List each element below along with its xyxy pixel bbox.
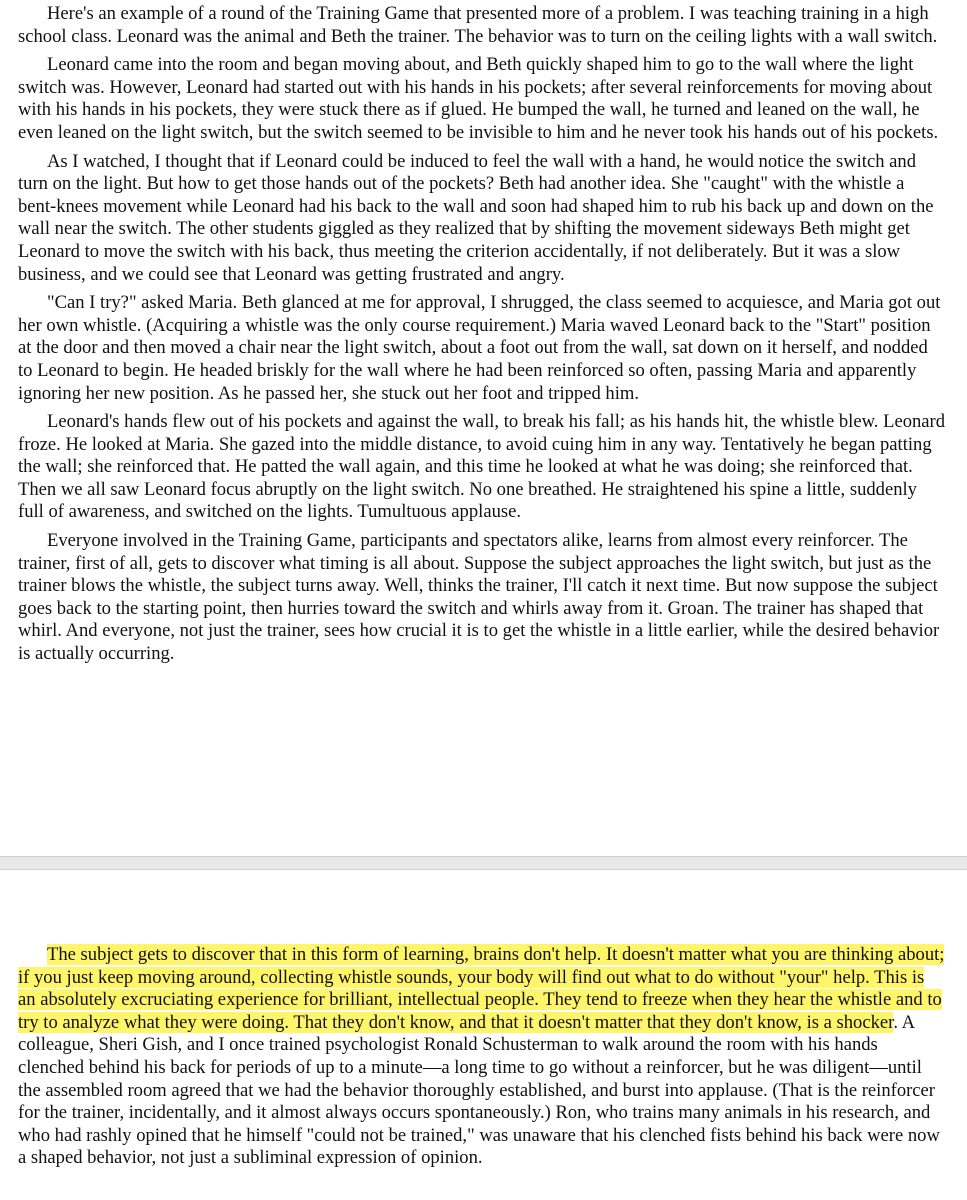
paragraph-6: Everyone involved in the Training Game, participants and spectators alike, learns from almost every reinforcer. The trainer, first of all, gets to discover what timing is all about. Suppose the subject approaches the light switch, but just as the trainer blows the whistle, the subject turns away. Well, thinks the trainer, I'll catch it next time. But now suppose the subject goes back to the starting point, then hurries toward the switch and whirls away from it. Groan. The trainer has shaped that whirl. And everyone, not just the trainer, sees how crucial it is to get the whistle in a little earlier, while the desired behavior is actually occurring.	[18, 530, 940, 665]
document-page-2	[0, 870, 967, 1200]
paragraph-7	[18, 944, 946, 1170]
highlighted-passage[interactable]: The subject gets to discover that in this form of learning, brains don't help. It doesn't matter what you are thinking about; if you just keep moving around, collecting whistle sounds, your body will find out what to do without "your" help. This is an absolutely excruciating experience for brilliant, intellectual people. They tend to freeze when they hear the whistle and to try to analyze what they were doing. That they don't know, and that it doesn't matter that they don't know, is a shocker	[18, 944, 945, 1033]
page-separator	[0, 856, 967, 870]
paragraph-5: Leonard's hands flew out of his pockets and against the wall, to break his fall; as his hands hit, the whistle blew. Leonard froze. He looked at Maria. She gazed into the middle distance, to avoid cuing him in any way. Tentatively he began patting the wall; she reinforced that. He patted the wall again, and this time he looked at what he was doing; she reinforced that. Then we all saw Leonard focus abruptly on the light switch. No one breathed. He straightened his spine a little, suddenly full of awareness, and switched on the lights. Tumultuous applause.	[18, 411, 946, 523]
paragraph-1: Here's an example of a round of the Training Game that presented more of a problem. I was teaching training in a high school class. Leonard was the animal and Beth the trainer. The behavior was to turn on the ceiling lights with a wall switch.	[18, 3, 938, 47]
paragraph-4: "Can I try?" asked Maria. Beth glanced at me for approval, I shrugged, the class seemed to acquiesce, and Maria got out her own whistle. (Acquiring a whistle was the only course requirement.) Maria waved Leonard back to the "Start" position at the door and then moved a chair near the light switch, about a foot out from the wall, sat down on it herself, and nodded to Leonard to begin. He headed briskly for the wall where he had been reinforced so often, passing Maria and apparently ignoring her new position. As he passed her, she stuck out her foot and tripped him.	[18, 292, 941, 404]
page-2-body	[18, 944, 946, 1176]
paragraph-2: Leonard came into the room and began moving about, and Beth quickly shaped him to go to the wall where the light switch was. However, Leonard had started out with his hands in his pockets; after several reinforcements for moving about with his hands in his pockets, they were stuck there as if glued. He bumped the wall, he turned and leaned on the wall, he even leaned on the light switch, but the switch seemed to be invisible to him and he never took his hands out of his pockets.	[18, 54, 939, 143]
paragraph-3: As I watched, I thought that if Leonard could be induced to feel the wall with a hand, he would notice the switch and turn on the light. But how to get those hands out of the pockets? Beth had another idea. She "caught" with the whistle a bent-knees movement while Leonard had his back to the wall and soon had shaped him to rub his back up and down on the wall near the switch. The other students giggled as they realized that by shifting the movement sideways Beth might get Leonard to move the switch with his back, thus meeting the criterion accidentally, if not deliberately. But it was a slow business, and we could see that Leonard was getting frustrated and angry.	[18, 150, 934, 285]
page-1-body	[18, 3, 946, 672]
paragraph-7-continuation: . A colleague, Sheri Gish, and I once trained psychologist Ronald Schusterman to walk around the room with his hands clenched behind his back for periods of up to a minute—a long time to go without a reinforcer, but he was diligent—until the assembled room agreed that we had the behavior thoroughly established, and burst into applause. (That is the reinforcer for the trainer, incidentally, and it almost always occurs spontaneously.) Ron, who trains many animals in his research, and who had rashly opined that he himself "could not be trained," was unaware that his clenched fists behind his back were now a shaped behavior, not just a subliminal expression of opinion.	[18, 1011, 940, 1169]
